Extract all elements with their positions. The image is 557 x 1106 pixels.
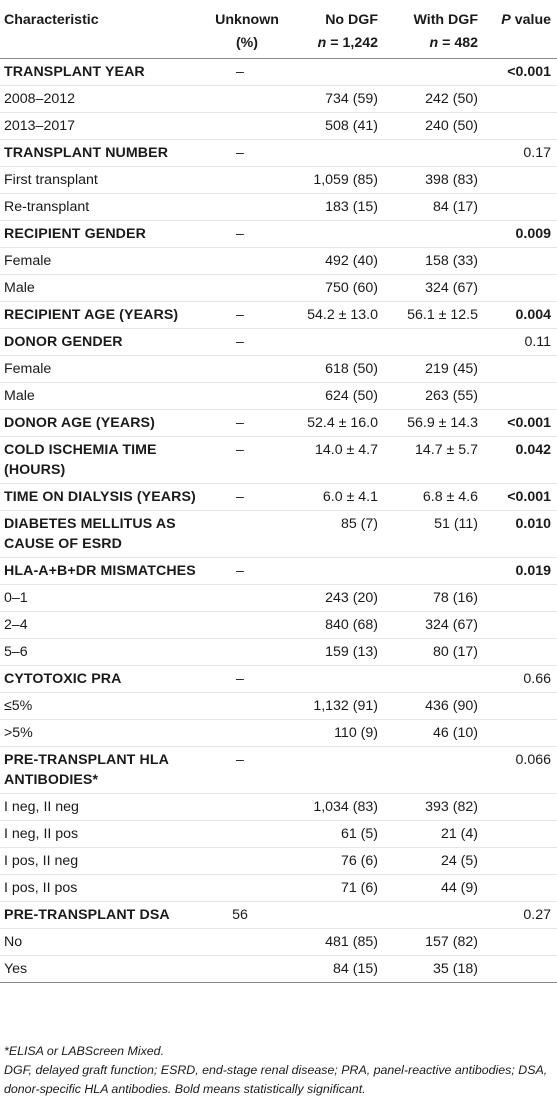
col-header-p-value: P value [494, 0, 557, 58]
col-header-characteristic: Characteristic [0, 0, 208, 58]
footnote-elisa: *ELISA or LABScreen Mixed. [4, 1044, 165, 1058]
no-dgf-cell [286, 139, 392, 166]
unknown-cell [208, 274, 286, 301]
with-dgf-cell: 44 (9) [392, 874, 494, 901]
table-row [0, 692, 557, 719]
p-value-cell [494, 847, 557, 874]
row-label: PRE-TRANSPLANT HLA ANTIBODIES* [0, 746, 208, 793]
row-label: Female [0, 355, 208, 382]
with-dgf-cell: 84 (17) [392, 193, 494, 220]
row-label: I neg, II pos [0, 820, 208, 847]
p-value-cell: 0.066 [494, 746, 557, 793]
table-header [0, 0, 557, 58]
row-label: I pos, II pos [0, 874, 208, 901]
row-label: Female [0, 247, 208, 274]
unknown-cell [208, 955, 286, 982]
with-dgf-cell: 14.7 ± 5.7 [392, 436, 494, 483]
footnote-abbreviations: DGF, delayed graft function; ESRD, end-stage renal disease; PRA, panel-reactive antibodies; DSA, donor-specific HLA antibodies. Bold means statistically significant. [4, 1063, 548, 1096]
no-dgf-cell: 183 (15) [286, 193, 392, 220]
section-row [0, 58, 557, 85]
no-dgf-cell: 6.0 ± 4.1 [286, 483, 392, 510]
table-row [0, 955, 557, 982]
p-value-cell [494, 112, 557, 139]
p-value-cell: 0.66 [494, 665, 557, 692]
row-label: DONOR GENDER [0, 328, 208, 355]
with-dgf-cell: 324 (67) [392, 611, 494, 638]
col-header-unknown: Unknown (%) [208, 0, 286, 58]
unknown-cell: 56 [208, 901, 286, 928]
no-dgf-cell: 85 (7) [286, 510, 392, 557]
p-value-cell [494, 928, 557, 955]
section-row [0, 557, 557, 584]
with-dgf-cell: 6.8 ± 4.6 [392, 483, 494, 510]
no-dgf-cell: 618 (50) [286, 355, 392, 382]
p-value-cell: 0.019 [494, 557, 557, 584]
table-row [0, 355, 557, 382]
with-dgf-cell: 157 (82) [392, 928, 494, 955]
p-value-cell [494, 692, 557, 719]
table-row [0, 611, 557, 638]
unknown-cell: – [208, 746, 286, 793]
no-dgf-cell: 159 (13) [286, 638, 392, 665]
no-dgf-cell [286, 220, 392, 247]
table-row [0, 820, 557, 847]
with-dgf-cell: 78 (16) [392, 584, 494, 611]
unknown-cell: – [208, 665, 286, 692]
with-dgf-cell: 21 (4) [392, 820, 494, 847]
row-label: Yes [0, 955, 208, 982]
row-label: ≤5% [0, 692, 208, 719]
row-label: 2008–2012 [0, 85, 208, 112]
with-dgf-cell: 242 (50) [392, 85, 494, 112]
unknown-cell [208, 638, 286, 665]
row-label: TIME ON DIALYSIS (YEARS) [0, 483, 208, 510]
unknown-cell [208, 928, 286, 955]
unknown-cell: – [208, 409, 286, 436]
with-dgf-cell: 393 (82) [392, 793, 494, 820]
no-dgf-cell [286, 328, 392, 355]
row-label: I neg, II neg [0, 793, 208, 820]
p-value-cell [494, 274, 557, 301]
no-dgf-cell [286, 557, 392, 584]
unknown-cell [208, 193, 286, 220]
section-row [0, 483, 557, 510]
no-dgf-cell: 14.0 ± 4.7 [286, 436, 392, 483]
p-value-cell [494, 638, 557, 665]
table-row [0, 928, 557, 955]
p-value-cell: <0.001 [494, 483, 557, 510]
row-label: >5% [0, 719, 208, 746]
row-label: 5–6 [0, 638, 208, 665]
no-dgf-cell: 54.2 ± 13.0 [286, 301, 392, 328]
no-dgf-cell: 481 (85) [286, 928, 392, 955]
section-row [0, 328, 557, 355]
unknown-cell [208, 719, 286, 746]
p-value-cell: 0.27 [494, 901, 557, 928]
unknown-cell: – [208, 483, 286, 510]
p-value-cell [494, 193, 557, 220]
with-dgf-cell: 35 (18) [392, 955, 494, 982]
col-header-with-dgf: With DGF n = 482 [392, 0, 494, 58]
no-dgf-cell: 734 (59) [286, 85, 392, 112]
row-label: DIABETES MELLITUS AS CAUSE OF ESRD [0, 510, 208, 557]
with-dgf-cell: 398 (83) [392, 166, 494, 193]
table-row [0, 382, 557, 409]
p-value-cell: <0.001 [494, 58, 557, 85]
p-value-cell: 0.042 [494, 436, 557, 483]
table-row [0, 112, 557, 139]
no-dgf-cell: 71 (6) [286, 874, 392, 901]
row-label: I pos, II neg [0, 847, 208, 874]
unknown-cell: – [208, 557, 286, 584]
unknown-cell: – [208, 139, 286, 166]
section-row [0, 139, 557, 166]
section-row [0, 746, 557, 793]
with-dgf-cell: 56.1 ± 12.5 [392, 301, 494, 328]
no-dgf-cell [286, 665, 392, 692]
unknown-cell: – [208, 436, 286, 483]
no-dgf-cell: 76 (6) [286, 847, 392, 874]
p-value-cell: 0.17 [494, 139, 557, 166]
with-dgf-cell [392, 665, 494, 692]
with-dgf-cell: 436 (90) [392, 692, 494, 719]
with-dgf-cell: 56.9 ± 14.3 [392, 409, 494, 436]
p-value-cell [494, 874, 557, 901]
row-label: 0–1 [0, 584, 208, 611]
p-value-cell: 0.009 [494, 220, 557, 247]
with-dgf-cell: 51 (11) [392, 510, 494, 557]
with-dgf-cell: 219 (45) [392, 355, 494, 382]
unknown-cell: – [208, 328, 286, 355]
no-dgf-cell: 110 (9) [286, 719, 392, 746]
unknown-cell [208, 692, 286, 719]
with-dgf-cell: 80 (17) [392, 638, 494, 665]
no-dgf-cell: 84 (15) [286, 955, 392, 982]
p-value-cell: 0.004 [494, 301, 557, 328]
no-dgf-cell: 1,132 (91) [286, 692, 392, 719]
no-dgf-cell [286, 901, 392, 928]
p-value-cell [494, 355, 557, 382]
unknown-cell [208, 874, 286, 901]
p-value-cell: <0.001 [494, 409, 557, 436]
with-dgf-cell: 240 (50) [392, 112, 494, 139]
row-label: Re-transplant [0, 193, 208, 220]
unknown-cell: – [208, 220, 286, 247]
unknown-cell [208, 793, 286, 820]
row-label: PRE-TRANSPLANT DSA [0, 901, 208, 928]
table-row [0, 874, 557, 901]
unknown-cell [208, 611, 286, 638]
p-value-cell [494, 382, 557, 409]
no-dgf-cell: 750 (60) [286, 274, 392, 301]
table-row [0, 85, 557, 112]
no-dgf-cell: 1,034 (83) [286, 793, 392, 820]
row-label: First transplant [0, 166, 208, 193]
row-label: RECIPIENT GENDER [0, 220, 208, 247]
p-value-cell [494, 85, 557, 112]
with-dgf-cell: 263 (55) [392, 382, 494, 409]
with-dgf-cell [392, 901, 494, 928]
section-row [0, 409, 557, 436]
with-dgf-cell [392, 58, 494, 85]
with-dgf-cell: 24 (5) [392, 847, 494, 874]
table-row [0, 847, 557, 874]
with-dgf-cell: 46 (10) [392, 719, 494, 746]
with-dgf-cell: 324 (67) [392, 274, 494, 301]
table-body [0, 58, 557, 982]
no-dgf-cell: 508 (41) [286, 112, 392, 139]
no-dgf-cell: 840 (68) [286, 611, 392, 638]
p-value-cell [494, 247, 557, 274]
section-row [0, 220, 557, 247]
unknown-cell [208, 166, 286, 193]
p-value-cell: 0.11 [494, 328, 557, 355]
unknown-cell: – [208, 58, 286, 85]
row-label: TRANSPLANT NUMBER [0, 139, 208, 166]
row-label: RECIPIENT AGE (YEARS) [0, 301, 208, 328]
table-row [0, 193, 557, 220]
no-dgf-cell: 492 (40) [286, 247, 392, 274]
unknown-cell [208, 355, 286, 382]
row-label: COLD ISCHEMIA TIME (HOURS) [0, 436, 208, 483]
no-dgf-cell: 61 (5) [286, 820, 392, 847]
section-row [0, 436, 557, 483]
row-label: HLA-A+B+DR MISMATCHES [0, 557, 208, 584]
col-header-no-dgf: No DGF n = 1,242 [286, 0, 392, 58]
with-dgf-cell [392, 557, 494, 584]
table-row [0, 166, 557, 193]
no-dgf-cell: 1,059 (85) [286, 166, 392, 193]
no-dgf-cell [286, 746, 392, 793]
row-label: Male [0, 382, 208, 409]
row-label: CYTOTOXIC PRA [0, 665, 208, 692]
table-row [0, 274, 557, 301]
table-row [0, 793, 557, 820]
row-label: Male [0, 274, 208, 301]
unknown-cell [208, 85, 286, 112]
with-dgf-cell: 158 (33) [392, 247, 494, 274]
unknown-cell: – [208, 301, 286, 328]
p-value-cell [494, 955, 557, 982]
section-row [0, 665, 557, 692]
table-row [0, 638, 557, 665]
no-dgf-cell: 243 (20) [286, 584, 392, 611]
no-dgf-cell: 52.4 ± 16.0 [286, 409, 392, 436]
unknown-cell [208, 112, 286, 139]
p-value-cell [494, 584, 557, 611]
row-label: DONOR AGE (YEARS) [0, 409, 208, 436]
p-value-cell: 0.010 [494, 510, 557, 557]
with-dgf-cell [392, 139, 494, 166]
p-value-cell [494, 719, 557, 746]
row-label: No [0, 928, 208, 955]
table-row [0, 584, 557, 611]
unknown-cell [208, 847, 286, 874]
p-value-cell [494, 793, 557, 820]
with-dgf-cell [392, 220, 494, 247]
unknown-cell [208, 382, 286, 409]
p-value-cell [494, 166, 557, 193]
no-dgf-cell [286, 58, 392, 85]
with-dgf-cell [392, 328, 494, 355]
unknown-cell [208, 820, 286, 847]
with-dgf-cell [392, 746, 494, 793]
unknown-cell [208, 584, 286, 611]
table-row [0, 719, 557, 746]
row-label: 2–4 [0, 611, 208, 638]
p-value-cell [494, 820, 557, 847]
table-footnotes [4, 1042, 554, 1099]
table-row [0, 247, 557, 274]
no-dgf-cell: 624 (50) [286, 382, 392, 409]
unknown-cell [208, 510, 286, 557]
section-row [0, 901, 557, 928]
p-value-cell [494, 611, 557, 638]
row-label: TRANSPLANT YEAR [0, 58, 208, 85]
row-label: 2013–2017 [0, 112, 208, 139]
section-row [0, 510, 557, 557]
unknown-cell [208, 247, 286, 274]
section-row [0, 301, 557, 328]
